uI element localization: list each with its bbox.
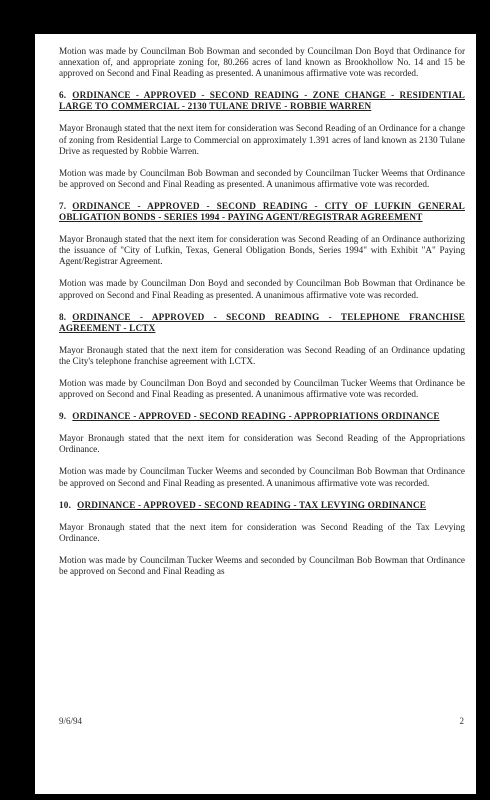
item-heading-9 [59, 411, 465, 422]
item-title: ORDINANCE - APPROVED - SECOND READING - ZONE CHANGE - RESIDENTIAL LARGE TO COMMERCIAL - 2130 TULANE DRIVE - ROBBIE WARREN [59, 90, 465, 112]
paragraph-tax-motion: Motion was made by Councilman Tucker Weems and seconded by Councilman Bob Bowman that Ordinance be approved on Second and Final Reading as [59, 554, 465, 576]
document-page [35, 34, 476, 794]
item-number: 6. [59, 90, 67, 101]
document-body [59, 46, 465, 588]
item-title: ORDINANCE - APPROVED - SECOND READING - TAX LEVYING ORDINANCE [77, 499, 427, 510]
item-heading-8 [59, 312, 465, 334]
paragraph-franchise-statement: Mayor Bronaugh stated that the next item for consideration was Second Reading of an Ordinance updating the City's telephone franchise agreement with LCTX. [59, 344, 465, 366]
paragraph-tax-statement: Mayor Bronaugh stated that the next item for consideration was Second Reading of the Tax Levying Ordinance. [59, 521, 465, 543]
item-title: ORDINANCE - APPROVED - SECOND READING - CITY OF LUFKIN GENERAL OBLIGATION BONDS - SERIES 1994 - PAYING AGENT/REGISTRAR AGREEMENT [59, 200, 465, 223]
paragraph-appropriations-statement: Mayor Bronaugh stated that the next item for consideration was Second Reading of the Appropriations Ordinance. [59, 433, 465, 455]
page-number: 2 [459, 716, 464, 726]
paragraph-zone-change-motion: Motion was made by Councilman Bob Bowman and seconded by Councilman Tucker Weems that Ordinance be approved on Second and Final Reading as presented. A unanimous affirmative vote was recorded. [59, 167, 465, 189]
paragraph-franchise-motion: Motion was made by Councilman Don Boyd and seconded by Councilman Tucker Weems that Ordinance be approved on Second and Final Reading as presented. A unanimous affirmative vote was recorded. [59, 377, 465, 400]
item-number: 10. [59, 499, 72, 510]
item-heading-6 [59, 90, 465, 112]
paragraph-appropriations-motion: Motion was made by Councilman Tucker Weems and seconded by Councilman Bob Bowman that Ordinance be approved on Second and Final Reading as presented. A unanimous affirmative vote was recorded. [59, 466, 465, 488]
item-number: 8. [59, 311, 67, 322]
paragraph-annexation-motion: Motion was made by Councilman Bob Bowman and seconded by Councilman Don Boyd that Ordinance for annexation of, and appropriate zoning for, 80.266 acres of land known as Brookhollow No. 14 and 15 be approved on Second and Final Reading as presented. A unanimous affirmative vote was recorded. [59, 46, 465, 79]
item-heading-10 [59, 500, 465, 511]
page-footer [59, 716, 464, 726]
footer-date: 9/6/94 [59, 716, 83, 726]
paragraph-zone-change-statement: Mayor Bronaugh stated that the next item for consideration was Second Reading of an Ordinance for a change of zoning from Residential Large to Commercial on approximately 1.391 acres of land known as 2130 Tulane Drive as requested by Robbie Warren. [59, 123, 465, 156]
item-number: 9. [59, 411, 67, 422]
item-title: ORDINANCE - APPROVED - SECOND READING - APPROPRIATIONS ORDINANCE [72, 411, 440, 422]
paragraph-bonds-statement: Mayor Bronaugh stated that the next item for consideration was Second Reading of an Ordinance authorizing the issuance of "City of Lufkin, Texas, General Obligation Bonds, Series 1994" with Exhibit "A" Paying Agent/Registrar Agreement. [59, 234, 465, 267]
item-title: ORDINANCE - APPROVED - SECOND READING - TELEPHONE FRANCHISE AGREEMENT - LCTX [59, 311, 465, 333]
item-heading-7 [59, 201, 465, 223]
paragraph-bonds-motion: Motion was made by Councilman Don Boyd and seconded by Councilman Bob Bowman that Ordinance be approved on Second and Final Reading as presented. A unanimous affirmative vote was recorded. [59, 278, 465, 300]
item-number: 7. [59, 200, 67, 211]
